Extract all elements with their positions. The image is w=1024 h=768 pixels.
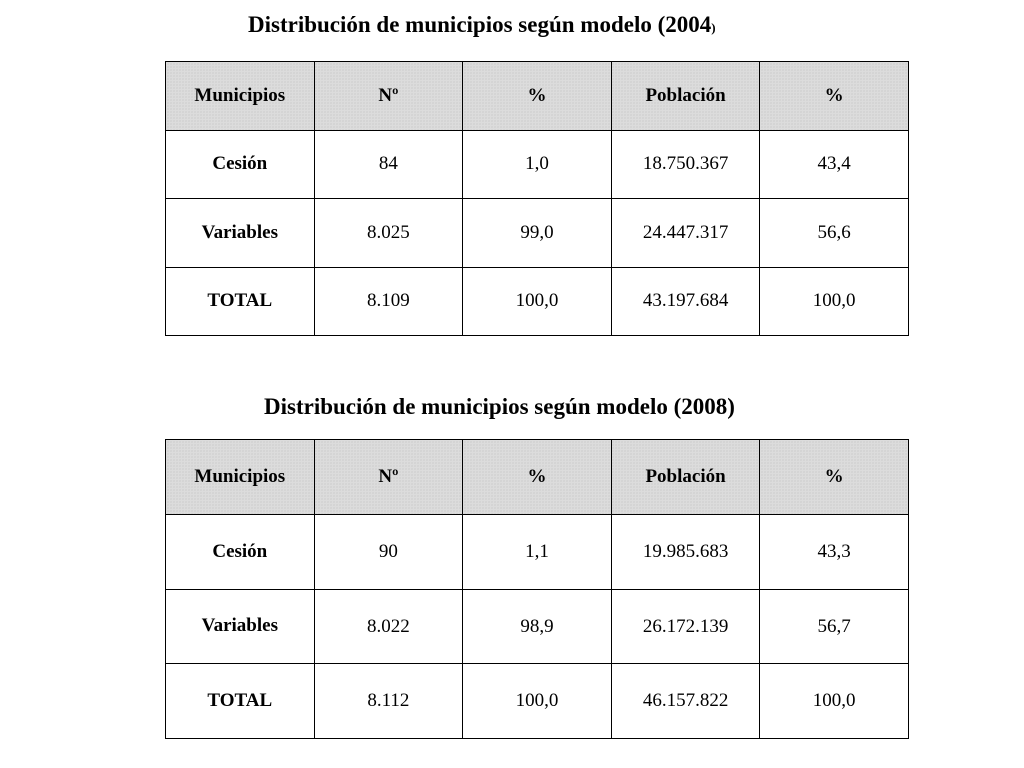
cell-percent: 1,1: [463, 514, 612, 589]
cell-percent-poblacion: 100,0: [760, 664, 909, 739]
row-label: Variables: [166, 199, 315, 268]
cell-poblacion: 19.985.683: [611, 514, 760, 589]
header-numero: Nº: [314, 440, 463, 515]
row-label: Cesión: [166, 514, 315, 589]
header-row: [166, 440, 909, 515]
cell-percent: 98,9: [463, 589, 612, 664]
header-municipios: Municipios: [166, 440, 315, 515]
municipios-table-2004: [165, 61, 909, 336]
cell-percent-poblacion: 56,7: [760, 589, 909, 664]
header-poblacion: Población: [611, 62, 760, 131]
cell-poblacion: 24.447.317: [611, 199, 760, 268]
table-row: [166, 130, 909, 199]
cell-poblacion: 26.172.139: [611, 589, 760, 664]
cell-poblacion: 43.197.684: [611, 267, 760, 336]
municipios-table-2008: [165, 439, 909, 739]
cell-percent-poblacion: 56,6: [760, 199, 909, 268]
cell-percent: 1,0: [463, 130, 612, 199]
title-text: Distribución de municipios según modelo (2004: [248, 12, 712, 37]
cell-percent: 100,0: [463, 664, 612, 739]
cell-numero: 8.025: [314, 199, 463, 268]
table-row: [166, 514, 909, 589]
header-percent: %: [463, 440, 612, 515]
cell-numero: 8.112: [314, 664, 463, 739]
cell-poblacion: 18.750.367: [611, 130, 760, 199]
header-poblacion: Población: [611, 440, 760, 515]
table-row: [166, 664, 909, 739]
row-label: TOTAL: [166, 664, 315, 739]
header-numero: Nº: [314, 62, 463, 131]
cell-numero: 84: [314, 130, 463, 199]
cell-numero: 8.022: [314, 589, 463, 664]
header-percent-poblacion: %: [760, 62, 909, 131]
row-label: TOTAL: [166, 267, 315, 336]
table-row: [166, 267, 909, 336]
cell-numero: 90: [314, 514, 463, 589]
table-title-2004: [248, 12, 716, 38]
header-percent: %: [463, 62, 612, 131]
header-municipios: Municipios: [166, 62, 315, 131]
row-label: Cesión: [166, 130, 315, 199]
cell-numero: 8.109: [314, 267, 463, 336]
cell-percent-poblacion: 43,3: [760, 514, 909, 589]
cell-percent: 100,0: [463, 267, 612, 336]
header-percent-poblacion: %: [760, 440, 909, 515]
table-row: [166, 589, 909, 664]
header-row: [166, 62, 909, 131]
table-title-2008: Distribución de municipios según modelo (2008): [264, 394, 735, 419]
title-closing-paren: ): [711, 20, 716, 35]
table-row: [166, 199, 909, 268]
cell-poblacion: 46.157.822: [611, 664, 760, 739]
row-label: Variables: [166, 589, 315, 664]
cell-percent: 99,0: [463, 199, 612, 268]
cell-percent-poblacion: 100,0: [760, 267, 909, 336]
cell-percent-poblacion: 43,4: [760, 130, 909, 199]
